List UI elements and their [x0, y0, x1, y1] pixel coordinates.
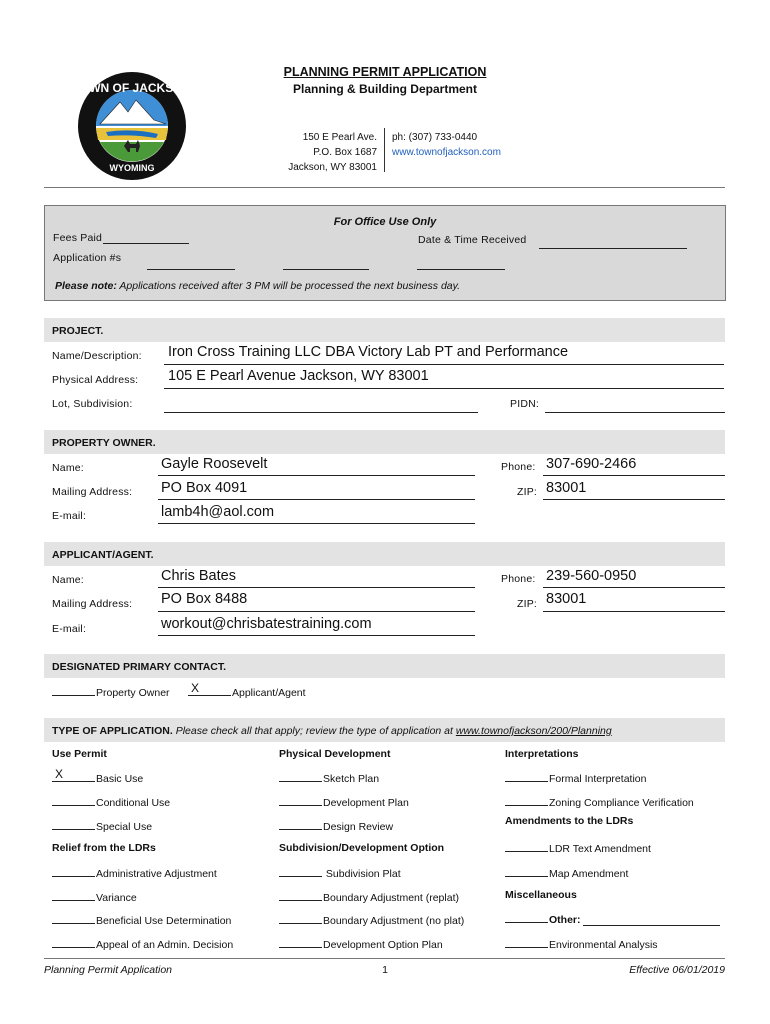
owner-band [44, 430, 725, 454]
footer-effective-date: Effective 06/01/2019 [629, 964, 725, 976]
department-name: Planning & Building Department [292, 82, 477, 96]
note-text: Applications received after 3 PM will be processed the next business day. [116, 280, 461, 292]
checkbox-line[interactable] [505, 866, 548, 877]
contact-block [392, 130, 501, 160]
option-label: Special Use [96, 821, 153, 833]
applicant-name-label: Name: [52, 574, 84, 586]
address-line: P.O. Box 1687 [313, 147, 377, 158]
town-seal [76, 70, 188, 182]
website-link[interactable]: www.townofjackson.com [392, 147, 501, 158]
option-boundary-replat[interactable] [279, 890, 459, 904]
checkbox-line[interactable] [279, 890, 322, 901]
contact-heading: DESIGNATED PRIMARY CONTACT. [52, 661, 227, 673]
owner-email-label: E-mail: [52, 510, 87, 522]
option-other[interactable] [505, 912, 581, 926]
checkbox-line[interactable] [52, 767, 95, 782]
owner-mailing-label: Mailing Address: [52, 486, 133, 498]
type-band [44, 718, 725, 742]
owner-phone-value: 307-690-2466 [546, 456, 637, 472]
interpretations-heading: Interpretations [505, 748, 579, 760]
applicant-heading: APPLICANT/AGENT. [52, 549, 154, 561]
pidn-label: PIDN: [510, 398, 540, 410]
checkbox-line[interactable] [505, 795, 548, 806]
checkbox-line[interactable] [279, 866, 322, 877]
checkbox-line[interactable] [52, 890, 95, 901]
checkbox-line[interactable] [52, 819, 95, 830]
option-label: Subdivision Plat [323, 868, 401, 880]
project-heading: PROJECT. [52, 325, 104, 337]
option-admin-adjustment[interactable] [52, 866, 217, 880]
footer-rule [44, 958, 725, 959]
footer-form-name: Planning Permit Application [44, 964, 173, 976]
applicant-email-label: E-mail: [52, 623, 87, 635]
option-map-amendment[interactable] [505, 866, 628, 880]
header-divider [384, 128, 385, 172]
owner-email-value: lamb4h@aol.com [161, 504, 275, 520]
option-label: Basic Use [96, 773, 144, 785]
applicant-phone-label: Phone: [501, 573, 536, 585]
project-name-value: Iron Cross Training LLC DBA Victory Lab PT and Performance [168, 344, 569, 360]
option-label: Map Amendment [549, 868, 629, 880]
owner-zip-label: ZIP: [517, 486, 538, 498]
checkbox-line[interactable] [279, 771, 322, 782]
option-variance[interactable] [52, 890, 137, 904]
option-zoning-compliance[interactable] [505, 795, 694, 809]
option-appeal[interactable] [52, 937, 233, 951]
option-label: Sketch Plan [323, 773, 380, 785]
option-label: Development Option Plan [323, 939, 443, 951]
date-time-label: Date & Time Received [418, 234, 527, 246]
option-subdivision-plat[interactable] [279, 866, 401, 880]
option-environmental-analysis[interactable] [505, 937, 658, 951]
relief-heading: Relief from the LDRs [52, 842, 156, 854]
option-beneficial-use[interactable] [52, 913, 231, 927]
application-number-field-3[interactable] [417, 269, 505, 270]
option-label: Conditional Use [96, 797, 171, 809]
owner-heading: PROPERTY OWNER. [52, 437, 156, 449]
checkbox-line[interactable] [52, 937, 95, 948]
pidn-field[interactable] [545, 394, 725, 413]
option-label: Beneficial Use Determination [96, 915, 232, 927]
amendments-heading: Amendments to the LDRs [505, 815, 634, 827]
checkbox-line[interactable] [279, 795, 322, 806]
option-special-use[interactable] [52, 819, 152, 833]
project-band [44, 318, 725, 342]
checkbox-line[interactable] [279, 937, 322, 948]
contact-agent-option[interactable] [188, 681, 306, 699]
option-label: Variance [96, 892, 137, 904]
project-name-label: Name/Description: [52, 350, 142, 362]
application-number-label: Application #s [53, 252, 122, 264]
owner-name-label: Name: [52, 462, 84, 474]
option-label: Appeal of an Admin. Decision [96, 939, 234, 951]
applicant-band [44, 542, 725, 566]
note-bold: Please note: [55, 280, 117, 292]
option-label: LDR Text Amendment [549, 843, 651, 855]
checkbox-line[interactable] [279, 913, 322, 924]
checkbox-line[interactable] [505, 937, 548, 948]
checkbox-line[interactable] [52, 795, 95, 806]
lot-subdivision-field[interactable] [164, 394, 478, 413]
office-use-box [44, 205, 726, 301]
checkbox-line[interactable] [52, 685, 95, 696]
option-label: Boundary Adjustment (replat) [323, 892, 459, 904]
owner-name-value: Gayle Roosevelt [161, 456, 268, 472]
application-number-field-1[interactable] [147, 269, 235, 270]
applicant-name-value: Chris Bates [161, 568, 236, 584]
option-label: Formal Interpretation [549, 773, 647, 785]
contact-band [44, 654, 725, 678]
page-title: PLANNING PERMIT APPLICATION [283, 65, 487, 79]
check-mark: X [191, 681, 200, 695]
office-title: For Office Use Only [333, 216, 437, 228]
option-formal-interpretation[interactable] [505, 771, 646, 785]
checkbox-line[interactable] [52, 913, 95, 924]
option-design-review[interactable] [279, 819, 393, 833]
use-permit-heading: Use Permit [52, 748, 107, 760]
checkbox-line[interactable] [505, 912, 548, 923]
option-ldr-text-amendment[interactable] [505, 841, 651, 855]
option-sketch-plan[interactable] [279, 771, 379, 785]
type-heading-line [52, 725, 612, 737]
option-label: Design Review [323, 821, 394, 833]
option-label: Administrative Adjustment [96, 868, 217, 880]
subdivision-heading: Subdivision/Development Option [279, 842, 445, 854]
fees-paid-field[interactable] [103, 243, 189, 244]
option-label: Other: [549, 914, 581, 926]
option-development-plan[interactable] [279, 795, 409, 809]
option-boundary-noplat[interactable] [279, 913, 464, 927]
option-label: Applicant/Agent [232, 687, 306, 699]
type-instruction: Please check all that apply; review the type of application at [175, 725, 456, 737]
checkbox-line[interactable] [279, 819, 322, 830]
option-label: Environmental Analysis [549, 939, 658, 951]
svg-text:TOWN OF JACKSON: TOWN OF JACKSON [76, 81, 188, 95]
option-label: Development Plan [323, 797, 409, 809]
header-rule [44, 187, 725, 188]
svg-text:WYOMING: WYOMING [109, 163, 155, 173]
miscellaneous-heading: Miscellaneous [505, 889, 577, 901]
address-block [260, 130, 377, 175]
applicant-phone-value: 239-560-0950 [546, 568, 637, 584]
lot-subdivision-label: Lot, Subdivision: [52, 398, 133, 410]
applicant-email-value: workout@chrisbatestraining.com [161, 616, 372, 632]
option-label: Boundary Adjustment (no plat) [323, 915, 465, 927]
address-line: Jackson, WY 83001 [288, 162, 377, 173]
footer-page-number: 1 [382, 964, 388, 976]
physical-address-label: Physical Address: [52, 374, 139, 386]
checkbox-line[interactable] [505, 771, 548, 782]
checkbox-line[interactable] [505, 841, 548, 852]
other-description-field[interactable] [583, 925, 720, 926]
contact-owner-option[interactable] [52, 685, 170, 699]
phone-number: ph: (307) 733-0440 [392, 132, 478, 143]
type-link[interactable]: www.townofjackson/200/Planning [455, 725, 612, 737]
physical-address-value: 105 E Pearl Avenue Jackson, WY 83001 [168, 368, 429, 384]
owner-zip-value: 83001 [546, 480, 587, 496]
option-development-option-plan[interactable] [279, 937, 443, 951]
address-line: 150 E Pearl Ave. [302, 132, 377, 143]
checkbox-line[interactable] [188, 681, 231, 696]
applicant-mailing-label: Mailing Address: [52, 598, 133, 610]
applicant-mailing-value: PO Box 8488 [161, 591, 248, 607]
owner-mailing-value: PO Box 4091 [161, 480, 248, 496]
option-basic-use[interactable] [52, 767, 144, 785]
option-label: Zoning Compliance Verification [549, 797, 694, 809]
application-number-field-2[interactable] [283, 269, 369, 270]
checkbox-line[interactable] [52, 866, 95, 877]
date-time-field[interactable] [539, 248, 687, 249]
fees-paid-label: Fees Paid [53, 232, 103, 244]
option-label: Property Owner [96, 687, 170, 699]
applicant-zip-label: ZIP: [517, 598, 538, 610]
physical-development-heading: Physical Development [279, 748, 391, 760]
option-conditional-use[interactable] [52, 795, 170, 809]
office-note [55, 280, 460, 292]
check-mark: X [55, 767, 64, 781]
applicant-zip-value: 83001 [546, 591, 587, 607]
type-heading: TYPE OF APPLICATION. [52, 725, 173, 737]
owner-phone-label: Phone: [501, 461, 536, 473]
